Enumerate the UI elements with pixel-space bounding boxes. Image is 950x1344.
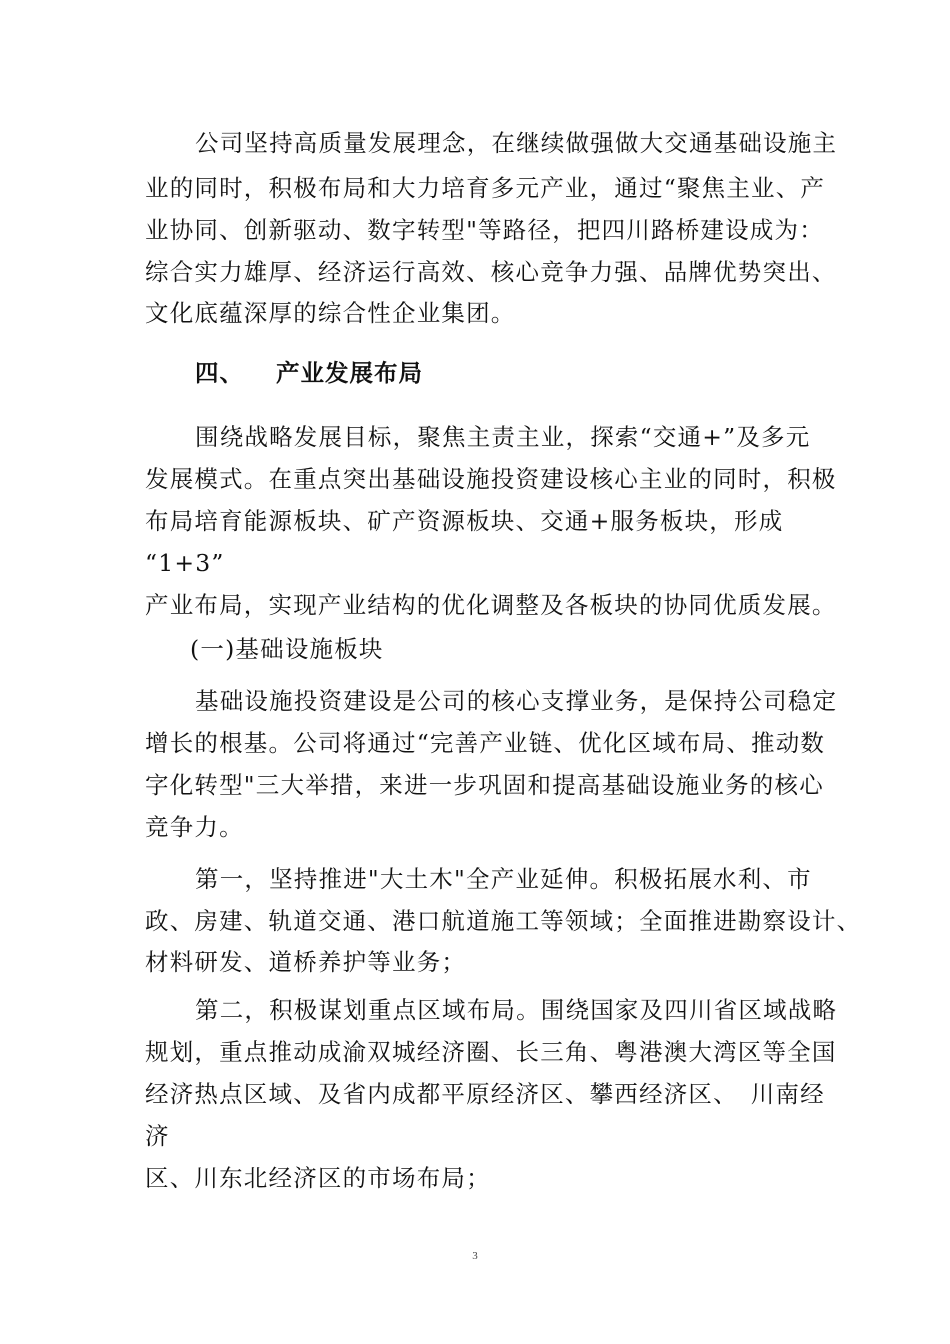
para3-line-4: 竞争力。 [145, 813, 244, 841]
subsection-heading: (一)基础设施板块 [190, 635, 384, 663]
para5-line-3: 经济热点区域、及省内成都平原经济区、攀西经济区、 川南经 [145, 1080, 825, 1108]
para2-line-4: “1+3” [145, 549, 225, 577]
para5-line-2: 规划，重点推动成渝双城经济圈、长三角、粤港澳大湾区等全国 [145, 1038, 837, 1066]
para4-line-1: 第一，坚持推进"大土木"全产业延伸。积极拓展水利、市 [195, 865, 812, 893]
para2-line-3: 布局培育能源板块、矿产资源板块、交通+服务板块，形成 [145, 507, 784, 535]
para3-line-1: 基础设施投资建设是公司的核心支撑业务，是保持公司稳定 [195, 687, 838, 715]
section-heading-title: 产业发展布局 [276, 359, 423, 387]
para1-line-3: 业协同、创新驱动、数字转型"等路径，把四川路桥建设成为： [145, 216, 824, 244]
page-number: 3 [472, 1250, 478, 1262]
para1-line-1: 公司坚持高质量发展理念，在继续做强做大交通基础设施主 [195, 129, 838, 157]
para3-line-2: 增长的根基。公司将通过“完善产业链、优化区域布局、推动数 [145, 729, 826, 757]
para3-line-3: 字化转型"三大举措，来进一步巩固和提高基础设施业务的核心 [145, 771, 824, 799]
para4-line-3: 材料研发、道桥养护等业务； [145, 948, 467, 976]
para1-line-5: 文化底蕴深厚的综合性企业集团。 [145, 299, 516, 327]
para2-line-2: 发展模式。在重点突出基础设施投资建设核心主业的同时，积极 [145, 465, 837, 493]
section-heading-number: 四、 [195, 359, 244, 387]
para5-line-1: 第二，积极谋划重点区域布局。围绕国家及四川省区域战略 [195, 996, 838, 1024]
para5-line-5: 区、川东北经济区的市场布局； [145, 1164, 491, 1192]
para1-line-4: 综合实力雄厚、经济运行高效、核心竞争力强、品牌优势突出、 [145, 258, 837, 286]
para1-line-2: 业的同时，积极布局和大力培育多元产业，通过“聚焦主业、产 [145, 174, 826, 202]
para2-line-1: 围绕战略发展目标，聚焦主责主业，探索“交通+”及多元 [195, 423, 811, 451]
para2-line-5: 产业布局，实现产业结构的优化调整及各板块的协同优质发展。 [145, 591, 837, 619]
section-heading [195, 358, 423, 388]
para4-line-2: 政、房建、轨道交通、港口航道施工等领域；全面推进勘察设计、 [145, 907, 862, 935]
para5-line-4: 济 [145, 1122, 170, 1150]
